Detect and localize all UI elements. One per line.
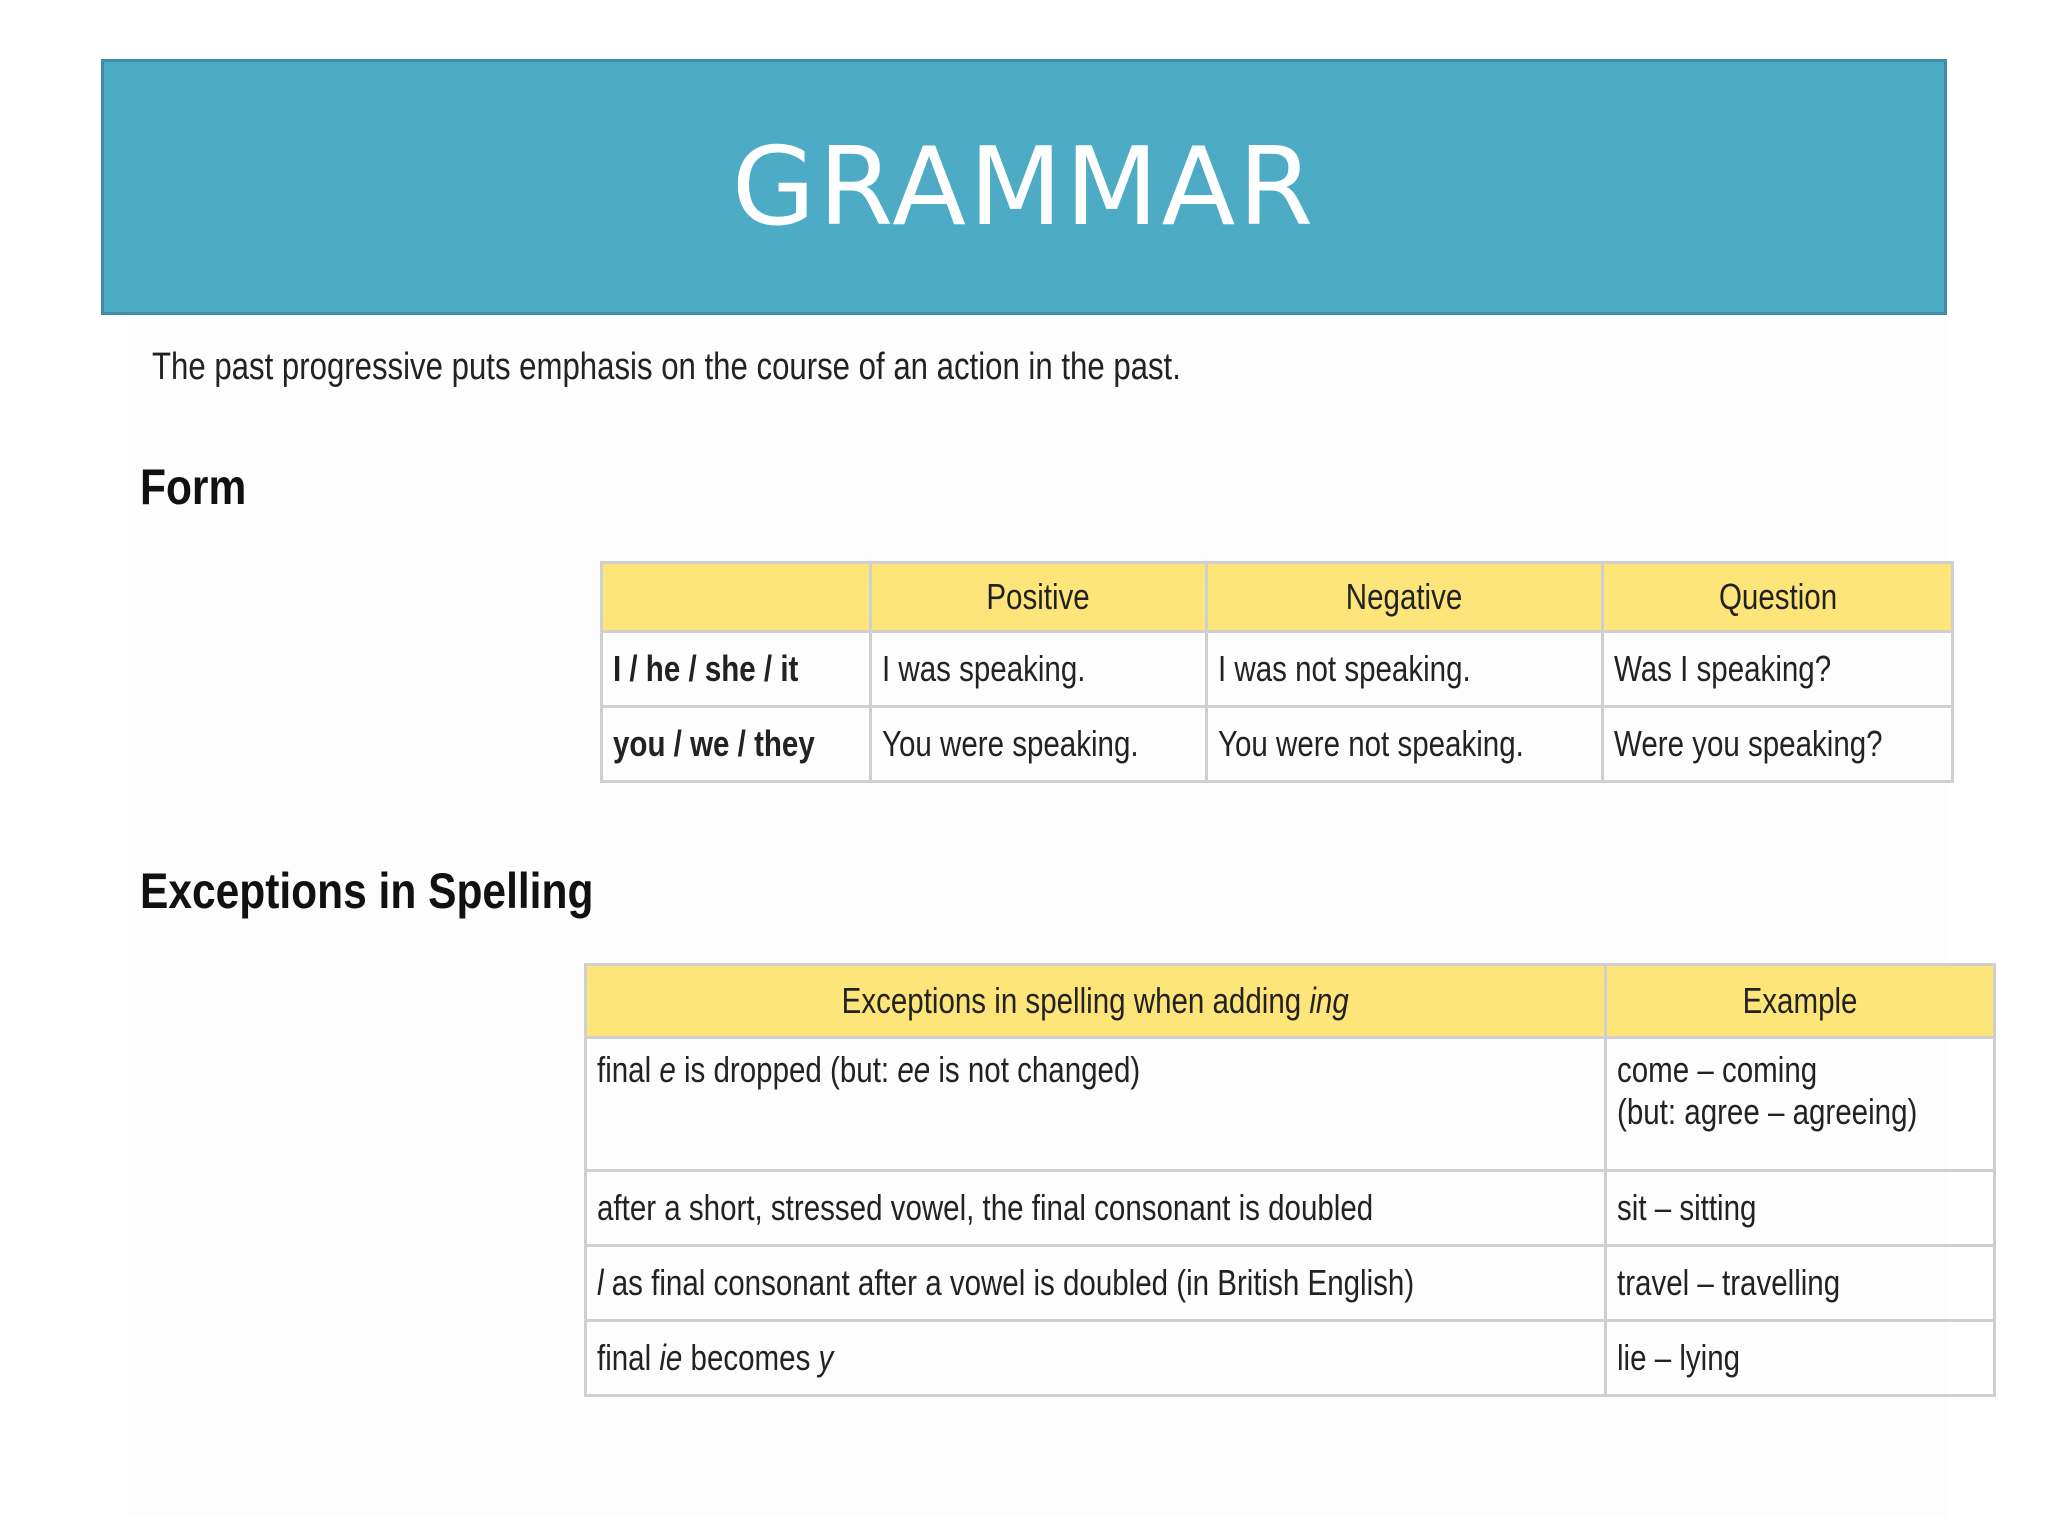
example-cell: come – coming (but: agree – agreeing) xyxy=(1605,1038,1994,1171)
table-row xyxy=(602,632,1953,707)
negative-cell: I was not speaking. xyxy=(1206,632,1602,707)
rule-cell: l as final consonant after a vowel is doubled (in British English) xyxy=(586,1246,1606,1321)
example-cell: travel – travelling xyxy=(1605,1246,1994,1321)
negative-cell: You were not speaking. xyxy=(1206,707,1602,782)
intro-text: The past progressive puts emphasis on the course of an action in the past. xyxy=(152,346,1181,388)
exceptions-header-rule: Exceptions in spelling when adding ing xyxy=(586,965,1606,1038)
table-row xyxy=(586,1246,1995,1321)
form-header-question: Question xyxy=(1602,563,1953,632)
table-row xyxy=(586,1321,1995,1396)
rule-cell: final ie becomes y xyxy=(586,1321,1606,1396)
table-row xyxy=(586,1171,1995,1246)
example-cell: lie – lying xyxy=(1605,1321,1994,1396)
table-row xyxy=(602,707,1953,782)
pronoun-cell: I / he / she / it xyxy=(602,632,871,707)
exceptions-heading: Exceptions in Spelling xyxy=(140,863,594,919)
form-heading: Form xyxy=(140,459,247,515)
form-header-negative: Negative xyxy=(1206,563,1602,632)
example-cell: sit – sitting xyxy=(1605,1171,1994,1246)
form-header-empty xyxy=(602,563,871,632)
exceptions-table xyxy=(584,963,1996,1397)
question-cell: Were you speaking? xyxy=(1602,707,1953,782)
exceptions-header-row xyxy=(586,965,1995,1038)
positive-cell: You were speaking. xyxy=(871,707,1207,782)
form-table xyxy=(600,561,1954,783)
table-row xyxy=(586,1038,1995,1171)
question-cell: Was I speaking? xyxy=(1602,632,1953,707)
pronoun-cell: you / we / they xyxy=(602,707,871,782)
positive-cell: I was speaking. xyxy=(871,632,1207,707)
exceptions-header-example: Example xyxy=(1605,965,1994,1038)
rule-cell: after a short, stressed vowel, the final consonant is doubled xyxy=(586,1171,1606,1246)
title-bar xyxy=(101,59,1947,315)
form-header-positive: Positive xyxy=(871,563,1207,632)
form-table-header-row xyxy=(602,563,1953,632)
slide-title: GRAMMAR xyxy=(731,124,1317,250)
rule-cell: final e is dropped (but: ee is not changed) xyxy=(586,1038,1606,1171)
